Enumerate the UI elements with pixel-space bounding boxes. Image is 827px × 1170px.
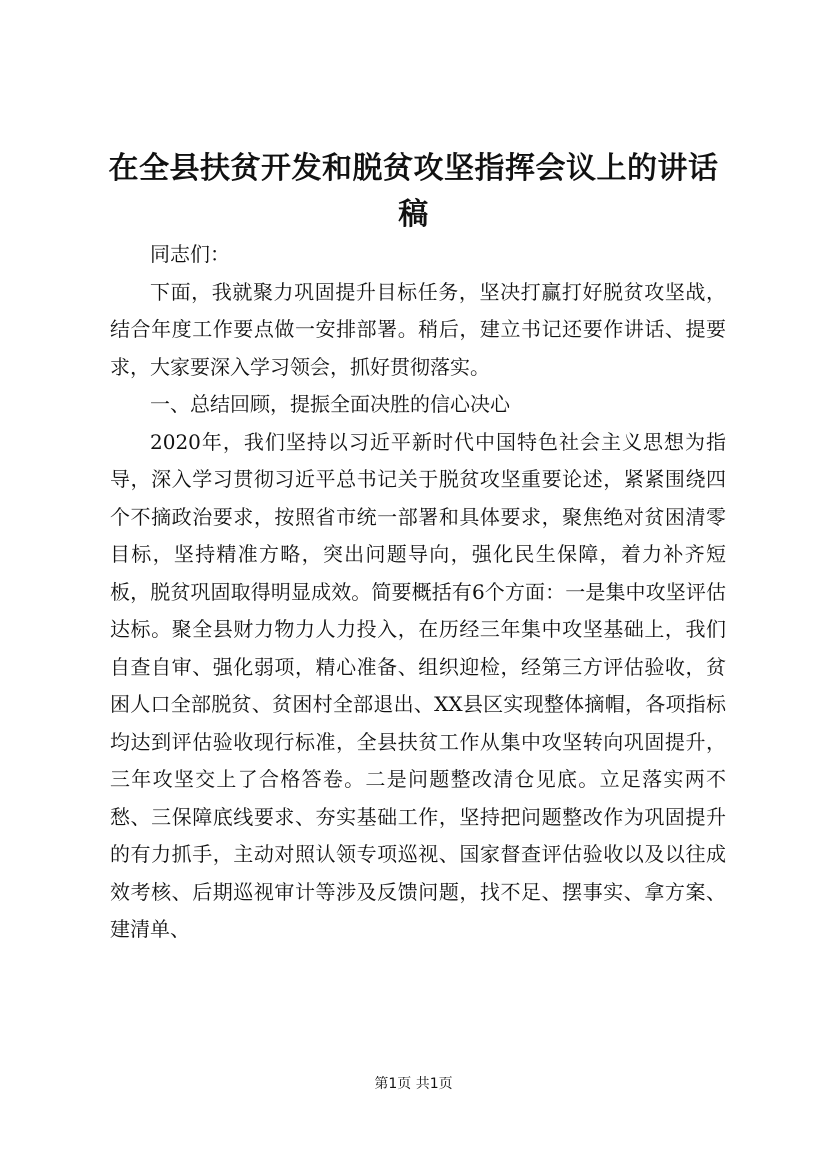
- document-body: [110, 236, 726, 949]
- body-paragraph: 2020年，我们坚持以习近平新时代中国特色社会主义思想为指导，深入学习贯彻习近平总书记关于脱贫攻坚重要论述，紧紧围绕四个不摘政治要求，按照省市统一部署和具体要求，聚焦绝对贫困清零目标，坚持精准方略，突出问题导向，强化民生保障，着力补齐短板，脱贫巩固取得明显成效。简要概括有6个方面：一是集中攻坚评估达标。聚全县财力物力人力投入，在历经三年集中攻坚基础上，我们自查自审、强化弱项，精心准备、组织迎检，经第三方评估验收，贫困人口全部脱贫、贫困村全部退出、XX县区实现整体摘帽，各项指标均达到评估验收现行标准，全县扶贫工作从集中攻坚转向巩固提升，三年攻坚交上了合格答卷。二是问题整改清仓见底。立足落实两不愁、三保障底线要求、夯实基础工作，坚持把问题整改作为巩固提升的有力抓手，主动对照认领专项巡视、国家督查评估验收以及以往成效考核、后期巡视审计等涉及反馈问题，找不足、摆事实、拿方案、建清单、: [110, 429, 726, 941]
- page-number-footer: 第1页 共1页: [374, 1076, 453, 1092]
- intro-paragraph: 下面，我就聚力巩固提升目标任务，坚决打赢打好脱贫攻坚战，结合年度工作要点做一安排部署。稍后，建立书记还要作讲话、提要求，大家要深入学习领会，抓好贯彻落实。: [110, 279, 726, 379]
- salutation-paragraph: 同志们：: [150, 242, 230, 266]
- document-title: 在全县扶贫开发和脱贫攻坚指挥会议上的讲话稿: [108, 151, 719, 232]
- section-heading: 一、总结回顾，提振全面决胜的信心决心: [150, 392, 510, 416]
